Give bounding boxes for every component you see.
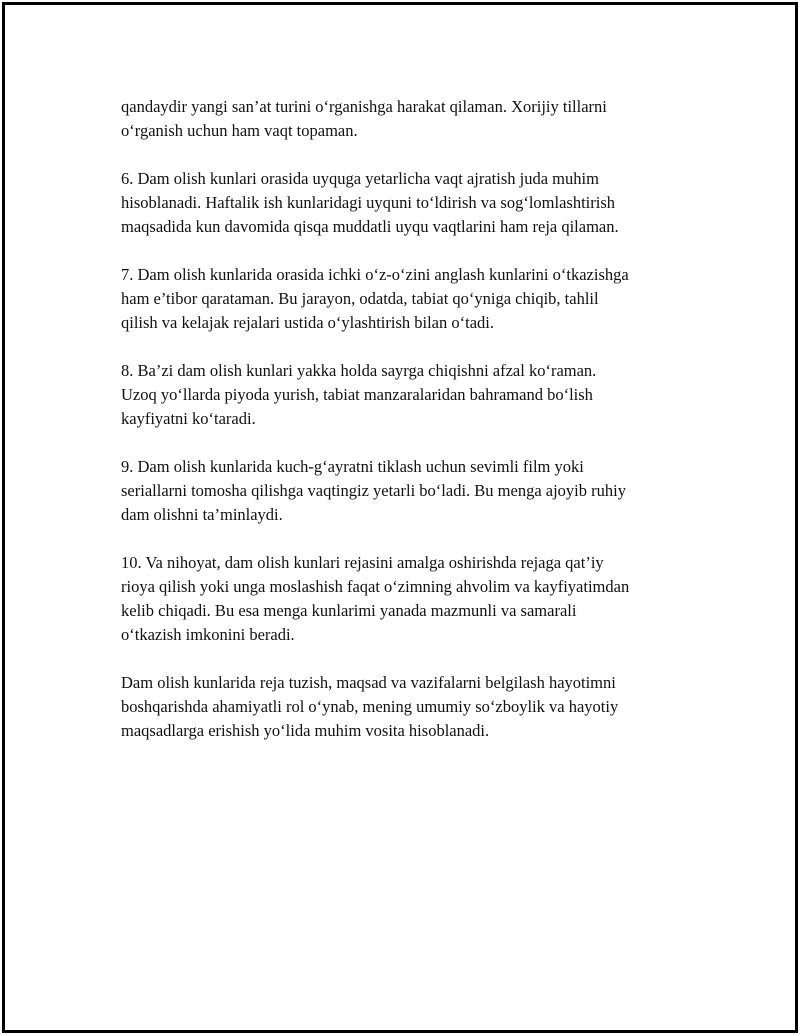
paragraph-continuation: qandaydir yangi san’at turini o‘rganishga harakat qilaman. Xorijiy tillarni o‘rganish uchun ham vaqt topaman.	[121, 97, 607, 140]
paragraph-conclusion: Dam olish kunlarida reja tuzish, maqsad va vazifalarni belgilash hayotimni boshqarishda ahamiyatli rol o‘ynab, mening umumiy so‘zboylik va hayotiy maqsadlarga erishish yo‘lida muhim vosita hisoblanadi.	[121, 673, 619, 740]
document-body	[121, 95, 711, 767]
paragraph-item-6: 6. Dam olish kunlari orasida uyquga yetarlicha vaqt ajratish juda muhim hisoblanadi. Haftalik ish kunlaridagi uyquni to‘ldirish va sog‘lomlashtirish maqsadida kun davomida qisqa muddatli uyqu vaqtlarini ham reja qilaman.	[121, 169, 619, 236]
paragraph-item-10: 10. Va nihoyat, dam olish kunlari rejasini amalga oshirishda rejaga qat’iy rioya qilish yoki unga moslashish faqat o‘zimning ahvolim va kayfiyatimdan kelib chiqadi. Bu esa menga kunlarimi yanada mazmunli va samarali o‘tkazish imkonini beradi.	[121, 553, 630, 644]
paragraph-item-9: 9. Dam olish kunlarida kuch-g‘ayratni tiklash uchun sevimli film yoki seriallarni tomosha qilishga vaqtingiz yetarli bo‘ladi. Bu menga ajoyib ruhiy dam olishni ta’minlaydi.	[121, 457, 626, 524]
page-frame	[2, 2, 798, 1033]
paragraph-item-7: 7. Dam olish kunlarida orasida ichki o‘z-o‘zini anglash kunlarini o‘tkazishga ham e’tibor qarataman. Bu jarayon, odatda, tabiat qo‘yniga chiqib, tahlil qilish va kelajak rejalari ustida o‘ylashtirish bilan o‘tadi.	[121, 265, 629, 332]
paragraph-item-8: 8. Ba’zi dam olish kunlari yakka holda sayrga chiqishni afzal ko‘raman. Uzoq yo‘llarda piyoda yurish, tabiat manzaralaridan bahramand bo‘lish kayfiyatni ko‘taradi.	[121, 361, 597, 428]
